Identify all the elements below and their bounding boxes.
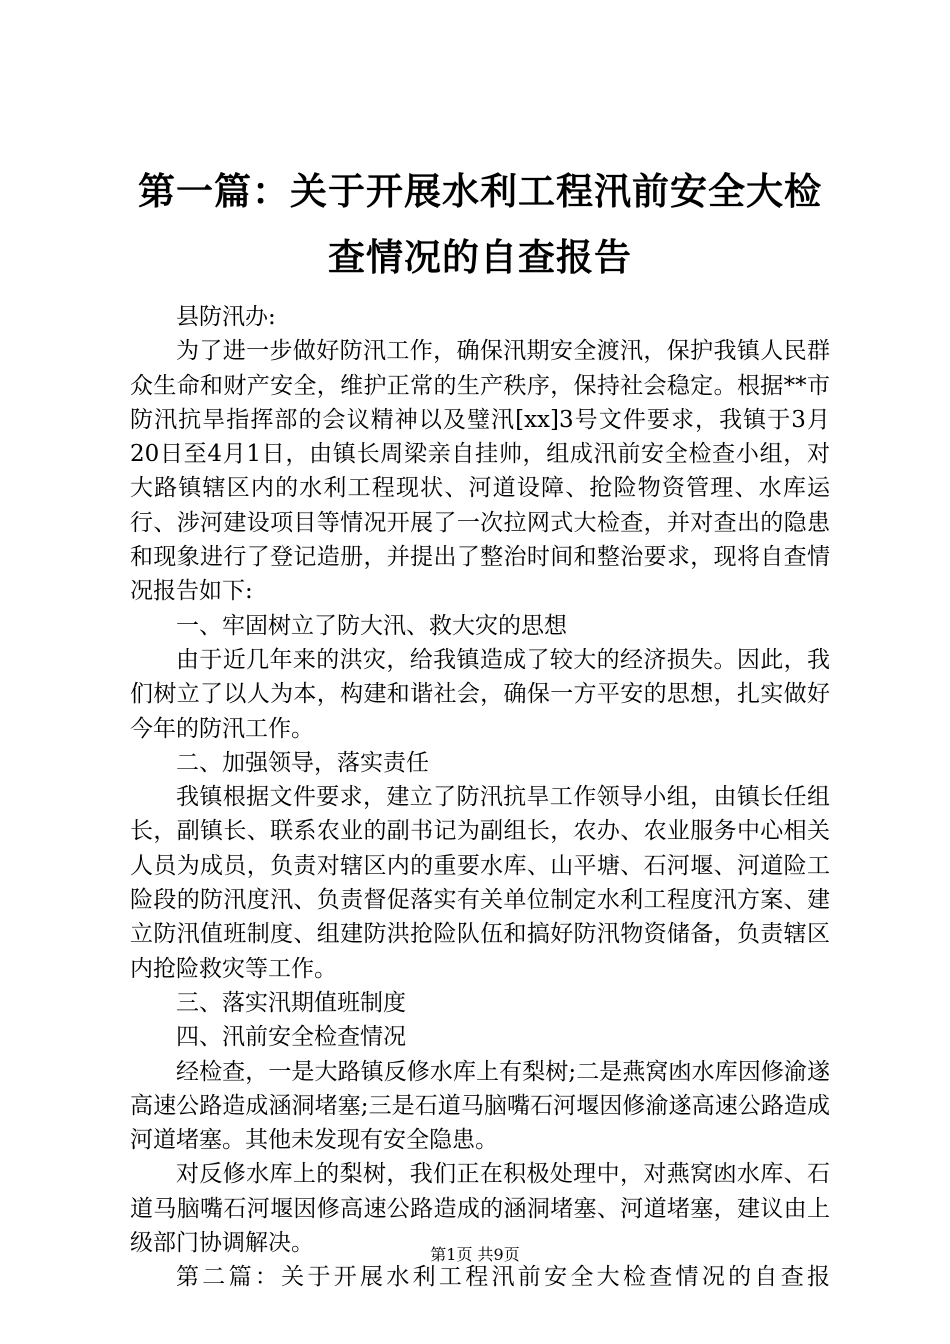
- paragraph-second-article-start: 第二篇：关于开展水利工程汛前安全大检查情况的自查报: [176, 1264, 830, 1291]
- page-footer: 第1页 共9页: [430, 1245, 520, 1264]
- paragraph-section-4: 经检查，一是大路镇反修水库上有梨树;二是燕窝凼水库因修渝遂高速公路造成涵洞堵塞;三是石道马脑嘴石河堰因修渝遂高速公路造成河道堵塞。其他未发现有安全隐患。: [130, 1058, 830, 1154]
- paragraph-section-4-followup: 对反修水库上的梨树，我们正在积极处理中，对燕窝凼水库、石道马脑嘴石河堰因修高速公路造成的涵洞堵塞、河道堵塞，建议由上级部门协调解决。: [130, 1161, 830, 1257]
- paragraph-section-1: 由于近几年来的洪灾，给我镇造成了较大的经济损失。因此，我们树立了以人为本，构建和谐社会，确保一方平安的思想，扎实做好今年的防汛工作。: [130, 646, 830, 742]
- paragraph-section-2: 我镇根据文件要求，建立了防汛抗旱工作领导小组，由镇长任组长，副镇长、联系农业的副书记为副组长，农办、农业服务中心相关人员为成员，负责对辖区内的重要水库、山平塘、石河堰、河道险工险段的防汛度汛、负责督促落实有关单位制定水利工程度汛方案、建立防汛值班制度、组建防洪抢险队伍和搞好防汛物资储备，负责辖区内抢险救灾等工作。: [130, 784, 830, 982]
- paragraph-heading-1: 一、牢固树立了防大汛、救大灾的思想: [176, 612, 567, 639]
- document-body: [130, 300, 830, 1295]
- paragraph-salutation: 县防汛办:: [176, 304, 276, 330]
- document-title: 第一篇：关于开展水利工程汛前安全大检查情况的自查报告: [138, 169, 822, 279]
- paragraph-intro: 为了进一步做好防汛工作，确保汛期安全渡汛，保护我镇人民群众生命和财产安全，维护正常的生产秩序，保持社会稳定。根据**市防汛抗旱指挥部的会议精神以及璧汛[xx]3号文件要求，我镇于3月20日至4月1日，由镇长周梁亲自挂帅，组成汛前安全检查小组，对大路镇辖区内的水利工程现状、河道设障、抢险物资管理、水库运行、涉河建设项目等情况开展了一次拉网式大检查，并对查出的隐患和现象进行了登记造册，并提出了整治时间和整治要求，现将自查情况报告如下:: [130, 338, 830, 605]
- paragraph-heading-4: 四、汛前安全检查情况: [176, 1024, 406, 1051]
- paragraph-heading-3: 三、落实汛期值班制度: [176, 989, 406, 1016]
- paragraph-heading-2: 二、加强领导，落实责任: [176, 749, 429, 776]
